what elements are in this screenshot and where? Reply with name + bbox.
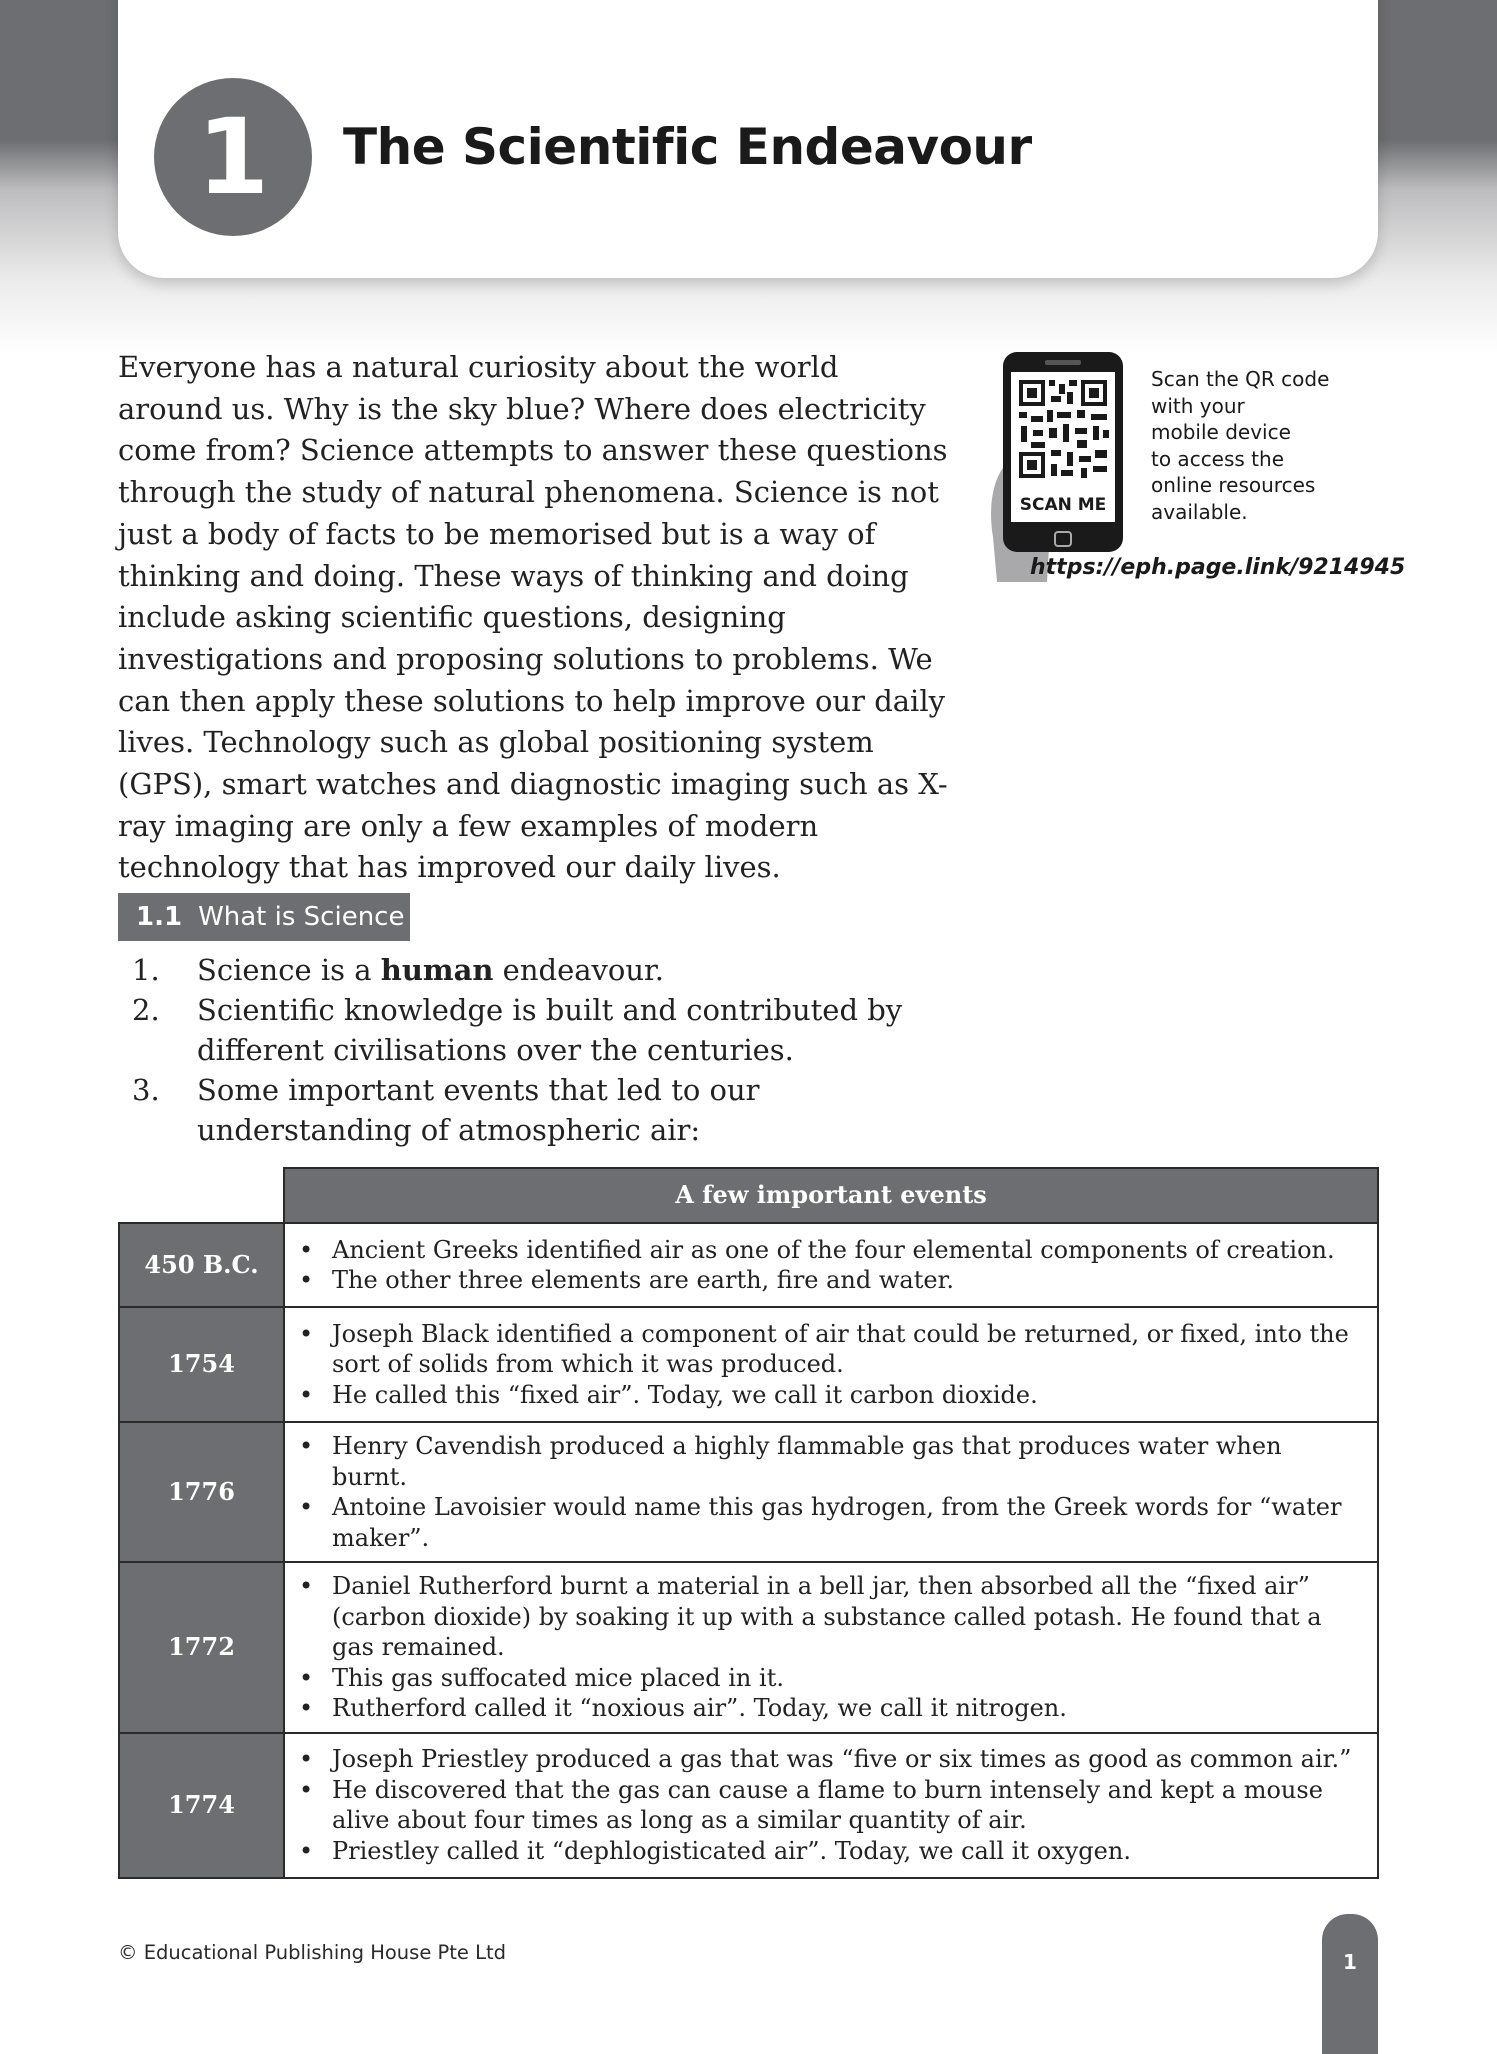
table-corner: [119, 1168, 284, 1223]
list-bold-text: human: [380, 953, 494, 987]
section-title: What is Science: [198, 902, 405, 932]
event-year: 1754: [119, 1307, 284, 1422]
event-year: 450 B.C.: [119, 1223, 284, 1307]
phone-qr-icon: [985, 352, 1145, 582]
event-bullet: • Daniel Rutherford burnt a material in a bell jar, then absorbed all the “fixed air” (carbon dioxide) by soaking it up with a substance called potash. He found that a gas remained.: [299, 1571, 1357, 1663]
event-year: 1774: [119, 1733, 284, 1878]
list-text: endeavour.: [493, 953, 664, 987]
event-year: 1772: [119, 1562, 284, 1733]
list-number: 2.: [132, 993, 160, 1027]
event-bullet: • Ancient Greeks identified air as one of the four elemental components of creation.: [299, 1235, 1357, 1266]
qr-line: available.: [1151, 499, 1248, 524]
qr-line: mobile device: [1151, 420, 1291, 444]
list-text: Science is a: [197, 953, 381, 987]
list-text: Some important events that led to our understanding of atmospheric air:: [197, 1073, 760, 1147]
event-bullet: • Joseph Priestley produced a gas that was “five or six times as good as common air.”: [299, 1744, 1357, 1775]
event-bullet: • Joseph Black identified a component of air that could be returned, or fixed, into the sort of solids from which it was produced.: [299, 1319, 1357, 1380]
list-number: 1.: [132, 953, 160, 987]
qr-instructions: [1151, 366, 1371, 525]
event-bullet: • Antoine Lavoisier would name this gas hydrogen, from the Greek words for “water maker”.: [299, 1492, 1357, 1553]
qr-line: to access the: [1151, 446, 1285, 471]
event-bullet: • Henry Cavendish produced a highly flammable gas that produces water when burnt.: [299, 1431, 1357, 1492]
list-item: [118, 1070, 978, 1150]
section-heading: [118, 893, 410, 941]
list-text: Scientific knowledge is built and contributed by different civilisations over the centuries.: [197, 993, 903, 1067]
event-bullet: • Rutherford called it “noxious air”. Today, we call it nitrogen.: [299, 1693, 1357, 1724]
qr-line: Scan the QR code: [1151, 367, 1330, 391]
section-number: 1.1: [136, 902, 183, 932]
event-description: [284, 1562, 1378, 1733]
scan-me-label: SCAN ME: [1019, 495, 1107, 515]
event-bullet: • He discovered that the gas can cause a flame to burn intensely and kept a mouse alive about four times as long as a similar quantity of air.: [299, 1775, 1357, 1836]
table-row: [119, 1223, 1378, 1307]
table-row: [119, 1733, 1378, 1878]
event-description: [284, 1422, 1378, 1562]
event-description: [284, 1733, 1378, 1878]
table-header: A few important events: [284, 1168, 1378, 1223]
events-table: [118, 1167, 1379, 1879]
intro-text: Everyone has a natural curiosity about the world around us. Why is the sky blue? Where does electricity come from? Science attempts to answer these questions through the study of natural phenomena. Science is not just a body of facts to be memorised but is a way of thinking and doing. These ways of thinking and doing include asking scientific questions, designing investigations and proposing solutions to problems. We can then apply these solutions to help improve our daily lives. Technology such as global positioning system (GPS), smart watches and diagnostic imaging such as X-ray imaging are only a few examples of modern technology that has improved our daily lives.: [118, 350, 948, 885]
chapter-title: The Scientific Endeavour: [343, 118, 1032, 176]
qr-line: online resources: [1151, 473, 1316, 497]
event-description: [284, 1307, 1378, 1422]
list-item: [118, 950, 978, 990]
list-item: [118, 990, 978, 1070]
table-row: [119, 1307, 1378, 1422]
intro-paragraph: [118, 347, 948, 889]
table-row: [119, 1562, 1378, 1733]
event-bullet: • He called this “fixed air”. Today, we call it carbon dioxide.: [299, 1380, 1357, 1411]
qr-line: with your: [1151, 393, 1245, 418]
chapter-number-badge: 1: [154, 78, 312, 236]
event-bullet: • This gas suffocated mice placed in it.: [299, 1663, 1357, 1694]
qr-link[interactable]: https://eph.page.link/9214945: [1030, 555, 1406, 580]
list-number: 3.: [132, 1073, 160, 1107]
table-row: [119, 1422, 1378, 1562]
page-number: 1: [1322, 1914, 1378, 2054]
points-list: [118, 950, 978, 1150]
table-header-row: [119, 1168, 1378, 1223]
event-description: [284, 1223, 1378, 1307]
event-bullet: • The other three elements are earth, fire and water.: [299, 1265, 1357, 1296]
event-year: 1776: [119, 1422, 284, 1562]
qr-panel: [985, 352, 1385, 587]
copyright-notice: © Educational Publishing House Pte Ltd: [118, 1941, 507, 1964]
event-bullet: • Priestley called it “dephlogisticated air”. Today, we call it oxygen.: [299, 1836, 1357, 1867]
